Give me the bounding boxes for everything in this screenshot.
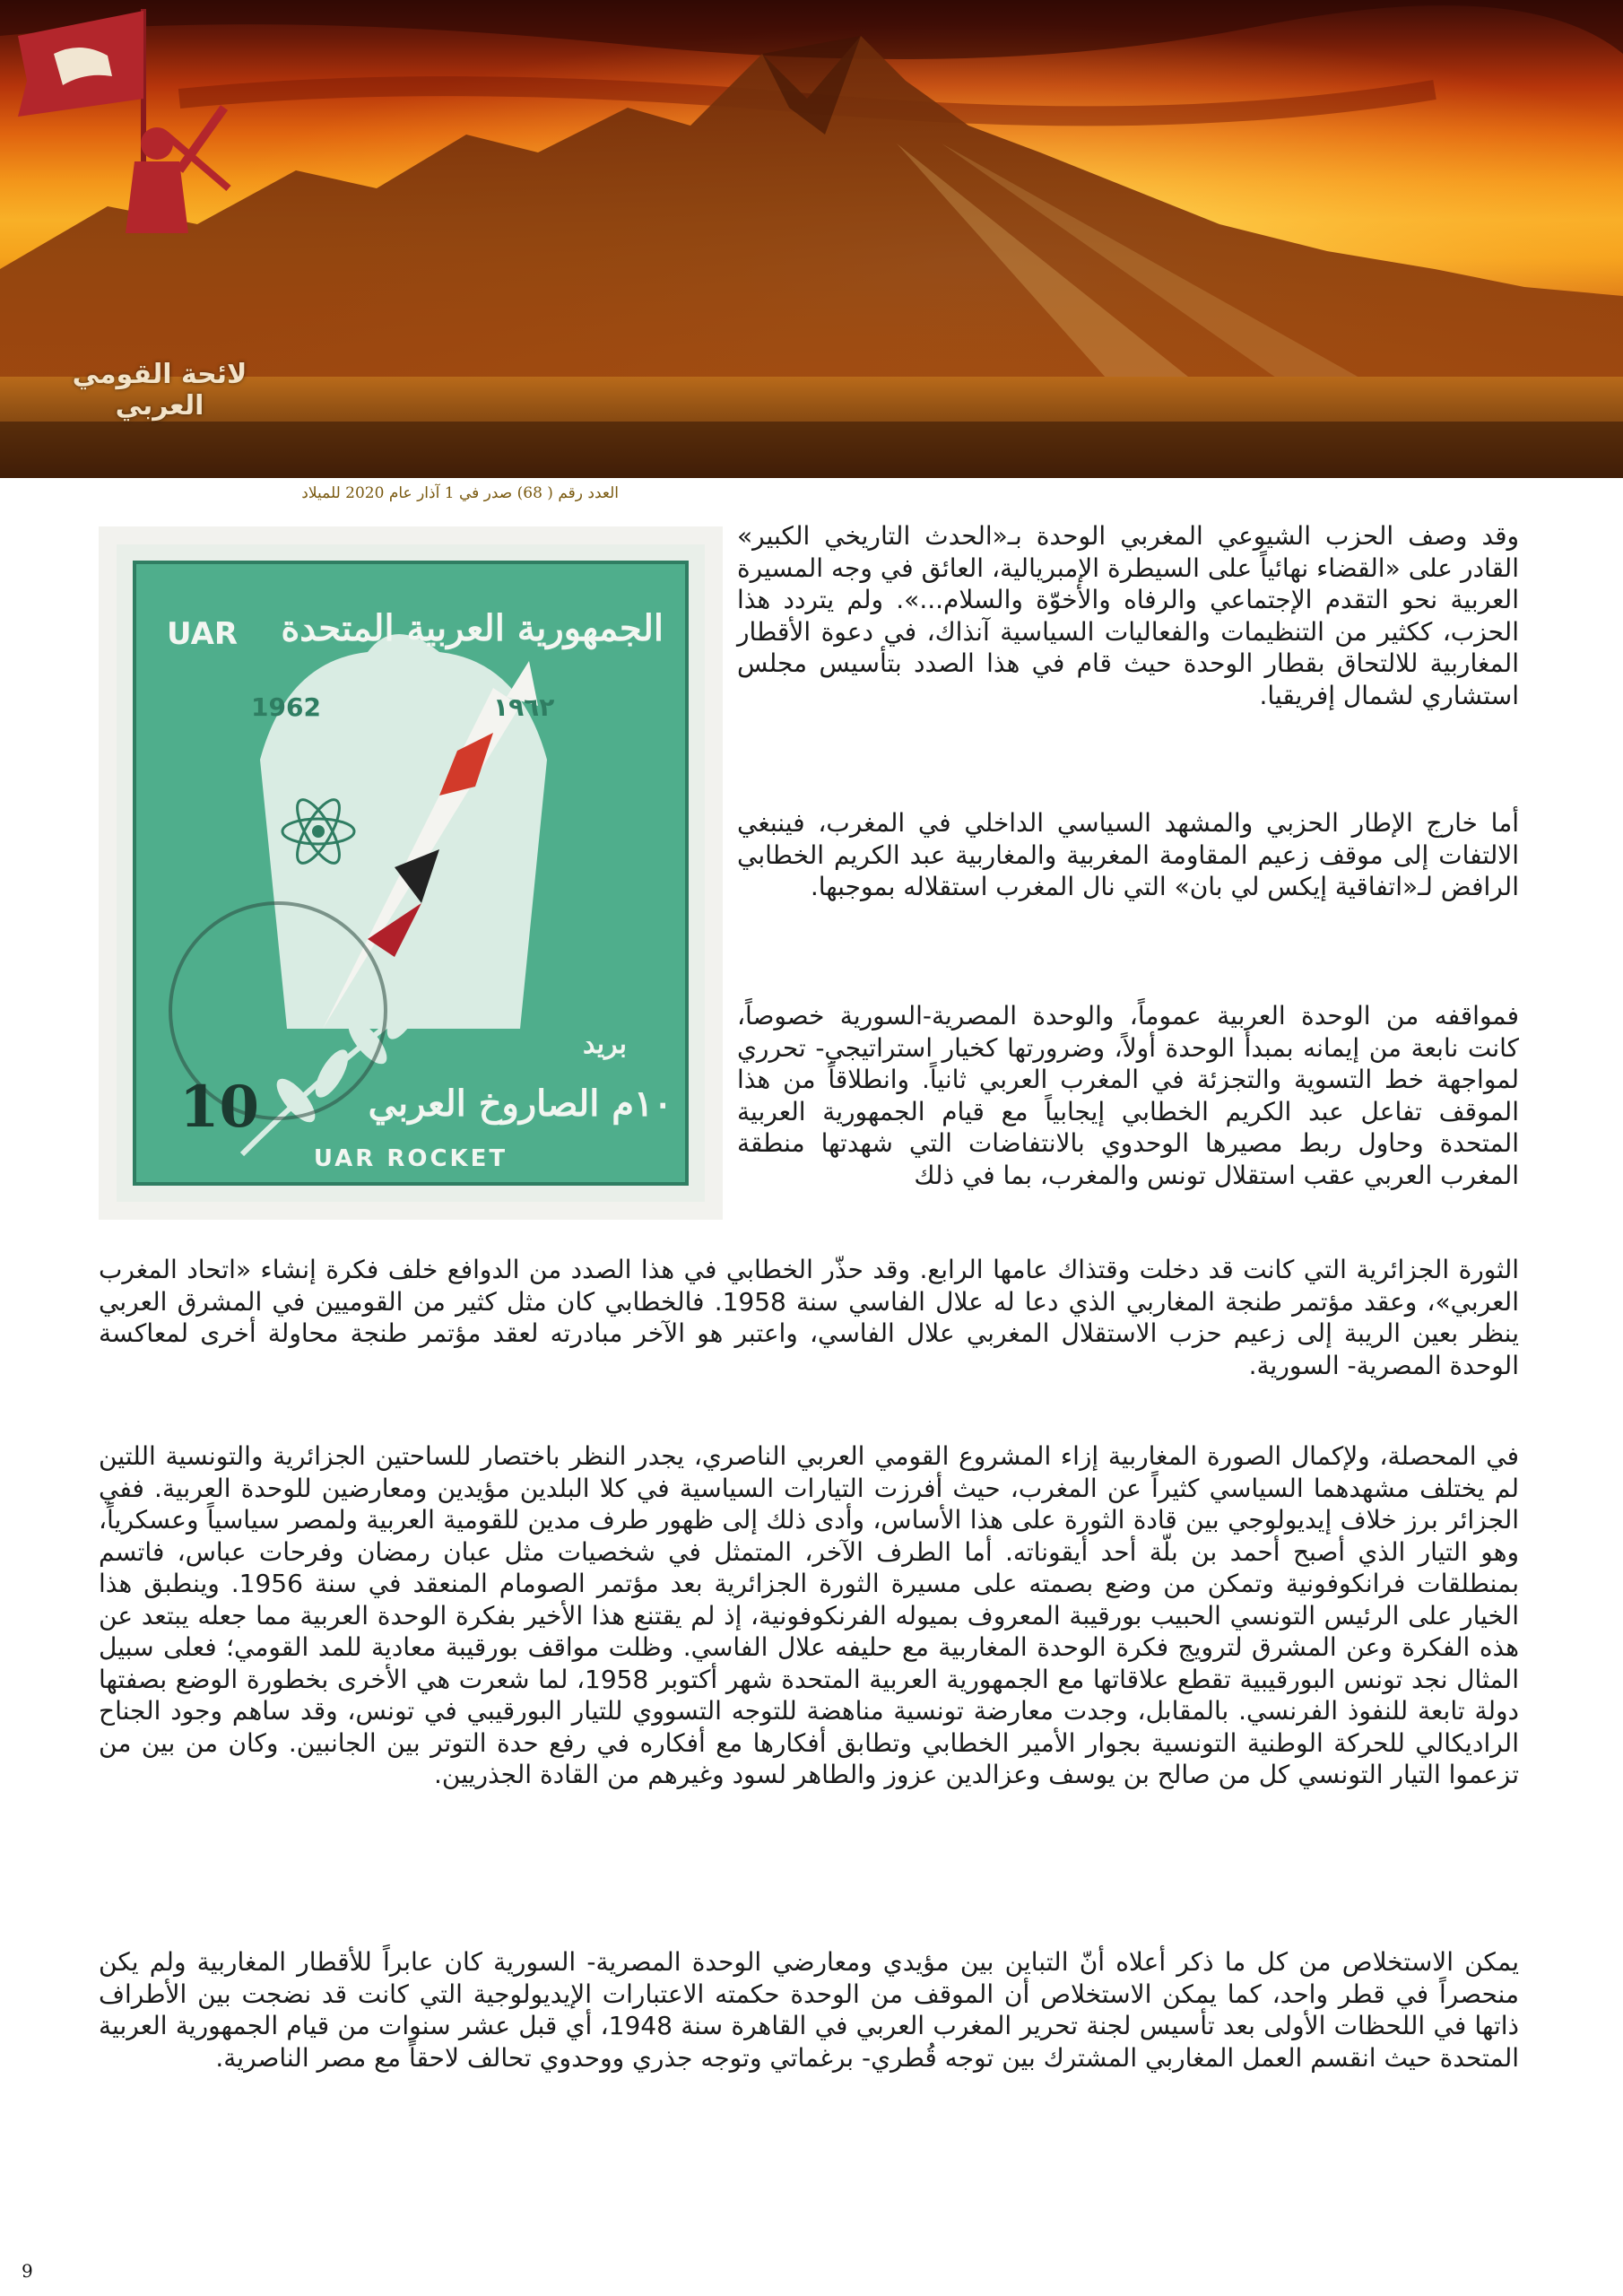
stamp-year-right: ١٩٦٢	[493, 692, 555, 722]
stamp-year-left: 1962	[251, 692, 321, 722]
logo-text: لائحة القومي العربي	[72, 359, 247, 422]
issue-line: العدد رقم ( 68) صدر في 1 آذار عام 2020 للميلاد	[301, 484, 619, 502]
paragraph-1: وقد وصف الحزب الشيوعي المغربي الوحدة بـ«الحدث التاريخي الكبير» القادر على «القضاء نهائياً على السيطرة الإمبريالية، العائق في وجه المسيرة العربية نحو التقدم الإجتماعي والرفاه والأخوّة والسلام...». ولم يتردد هذا الحزب، ككثير من التنظيمات والفعاليات السياسية آنذاك، في دعوة الأقطار المغاربية للالتحاق بقطار الوحدة حيث قام في هذا الصدد بتأسيس مجلس استشاري لشمال إفريقيا.	[737, 521, 1519, 710]
stamp-post-label: بريد	[583, 1029, 627, 1060]
logo-icon	[0, 0, 269, 269]
stamp-image	[99, 526, 723, 1220]
page-number: 9	[22, 2260, 33, 2282]
paragraph-3a: فمواقفه من الوحدة العربية عموماً، والوحدة المصرية-السورية خصوصاً، كانت نابعة من إيمانه بمبدأ الوحدة أولاً، وضرورتها كخيار استراتيجي- تحرري لمواجهة خط التسوية والتجزئة في المغرب العربي ثانياً. وانطلاقاً من هذا الموقف تفاعل عبد الكريم الخطابي إيجابياً مع قيام الجمهورية العربية المتحدة وحاول ربط مصيرها الوحدوي بالانتفاضات التي شهدتها منطقة المغرب العربي عقب استقلال تونس والمغرب، بما في ذلك	[737, 1001, 1519, 1190]
stamp-value-number: 10	[179, 1074, 260, 1141]
header-banner	[0, 0, 1623, 478]
paragraph-2: أما خارج الإطار الحزبي والمشهد السياسي الداخلي في المغرب، فينبغي الالتفات إلى موقف زعيم المقاومة المغربية والمغاربية عبد الكريم الخطابي الرافض لـ«اتفاقية إيكس لي بان» التي نال المغرب استقلاله بموجبها.	[737, 808, 1519, 901]
paragraph-3b: الثورة الجزائرية التي كانت قد دخلت وقتذاك عامها الرابع. وقد حذّر الخطابي في هذا الصدد من الدوافع خلف فكرة إنشاء «اتحاد المغرب العربي»، وعقد مؤتمر طنجة المغاربي الذي دعا له علال الفاسي سنة 1958. فالخطابي كان مثل كثير من القوميين في المشرق العربي ينظر بعين الريبة إلى زعيم حزب الاستقلال المغربي علال الفاسي، واعتبر هو الآخر مبادرته لعقد مؤتمر طنجة محاولة أخرى لمعاكسة الوحدة المصرية- السورية.	[99, 1255, 1519, 1380]
stamp-title-en: UAR	[167, 616, 239, 652]
paragraph-4: في المحصلة، ولإكمال الصورة المغاربية إزاء المشروع القومي العربي الناصري، يجدر النظر باختصار للساحتين الجزائرية والتونسية اللتين لم يختلف مشهدهما السياسي كثيراً عن المغرب، حيث أفرزت التيارات السياسية في كلا البلدين مؤيدين ومعارضين للوحدة العربية. ففي الجزائر برز خلاف إيديولوجي بين قادة الثورة على هذا الأساس، وأدى ذلك إلى ظهور طرف مدين للقومية العربية ولمصر سياسياً وعسكرياً، وهو التيار الذي أصبح أحمد بن بلّة أحد أيقوناته. أما الطرف الآخر، المتمثل في شخصيات مثل عبان رمضان وفرحات عباس، فاتسم بمنطلقات فرانكوفونية وتمكن من وضع بصمته على مسيرة الثورة الجزائرية بعد مؤتمر الصومام المنعقد في سنة 1956. وينطبق هذا الخيار على الرئيس التونسي الحبيب بورقيبة المعروف بميوله الفرنكوفونية، إذ لم يقتنع هذا الأخير بفكرة الوحدة العربية مما جعله يبتعد عن هذه الفكرة وعن المشرق لترويج فكرة الوحدة المغاربية مع حليفه علال الفاسي. وظلت مواقف بورقيبة معادية للمد القومي؛ فعلى سبيل المثال نجد تونس البورقيبية تقطع علاقاتها مع الجمهورية العربية المتحدة شهر أكتوبر 1958، لما شعرت هي الأخرى بخطورة الوضع بصفتها دولة تابعة للنفوذ الفرنسي. بالمقابل، وجدت معارضة تونسية مناهضة للتوجه التسووي للتيار البورقيبي في تونس، وقد ساهم وجود الجناح الراديكالي للحركة الوطنية التونسية بجوار الأمير الخطابي وتطابق أفكارها مع أفكاره في رفع حدة التوتر بين الجانبين. وكان من بين من تزعموا التيار التونسي كل من صالح بن يوسف وعزالدين عزوز والطاهر لسود وغيرهم من القادة الجذريين.	[99, 1441, 1519, 1789]
paragraph-5: يمكن الاستخلاص من كل ما ذكر أعلاه أنّ التباين بين مؤيدي ومعارضي الوحدة المصرية- السورية كان عابراً للأقطار المغاربية ولم يكن منحصراً في قطر واحد، كما يمكن الاستخلاص أن الموقف من الوحدة حكمته الاعتبارات الإيديولوجية التي كانت قد نضجت بين الأطراف ذاتها في اللحظات الأولى بعد تأسيس لجنة تحرير المغرب العربي في القاهرة سنة 1948، أي قبل عشر سنوات من قيام الجمهورية العربية المتحدة حيث انقسم العمل المغاربي المشترك بين توجه قُطري- برغماتي وتوجه جذري ووحدوي تحالف لاحقاً مع مصر الناصرية.	[99, 1947, 1519, 2073]
stamp-title-ar: الجمهورية العربية المتحدة	[281, 607, 664, 649]
stamp-bottom-text: UAR ROCKET	[313, 1145, 508, 1172]
stamp-value-ar: ١٠م الصاروخ العربي	[368, 1083, 673, 1125]
